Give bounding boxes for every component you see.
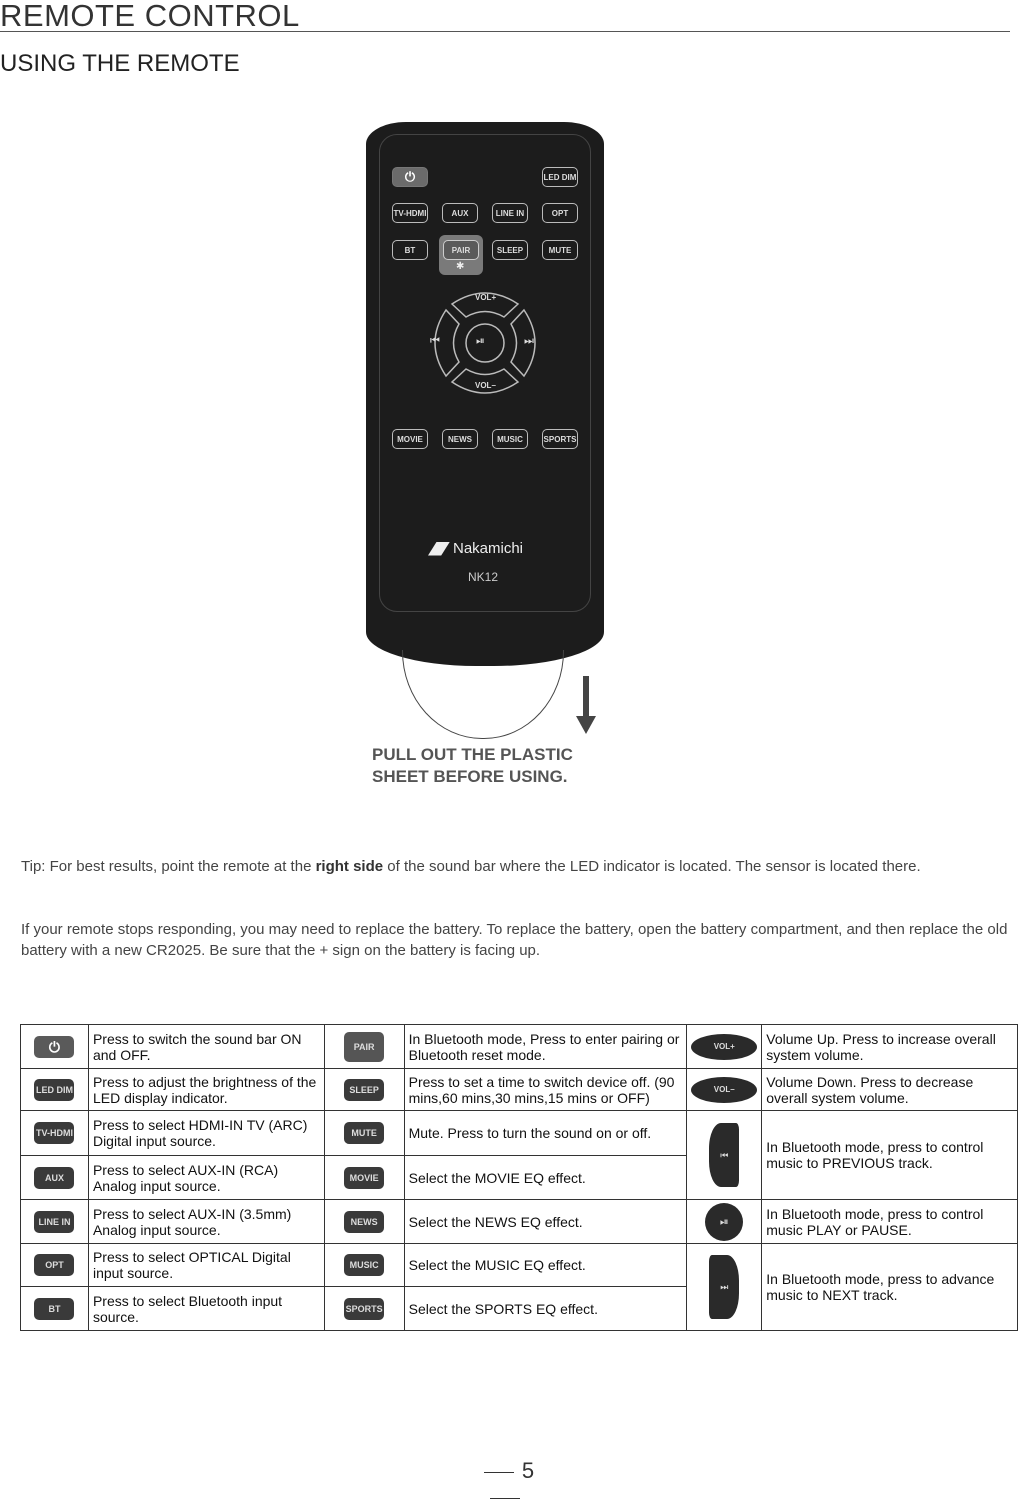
play-pause-icon: ⏯	[476, 335, 485, 347]
table-row	[21, 1111, 1018, 1156]
description-cell: Press to switch the sound bar ON and OFF.	[88, 1025, 324, 1069]
sports-icon: SPORTS	[344, 1298, 384, 1320]
table-row	[21, 1200, 1018, 1244]
icon-cell	[324, 1069, 404, 1111]
page-subtitle: USING THE REMOTE	[0, 50, 240, 77]
description-cell: In Bluetooth mode, Press to enter pairing or Bluetooth reset mode.	[404, 1025, 687, 1069]
battery-paragraph: If your remote stops responding, you may need to replace the battery. To replace the battery, open the battery compartment, and then replace the old battery with a new CR2025. Be sure that the + sign on the battery is facing up.	[21, 921, 1008, 959]
mute-icon: MUTE	[344, 1122, 384, 1144]
tip-paragraph	[21, 856, 1018, 877]
description-cell: Press to select AUX-IN (3.5mm) Analog input source.	[88, 1200, 324, 1244]
description-cell: In Bluetooth mode, press to control music PLAY or PAUSE.	[762, 1200, 1018, 1244]
previous-track-icon: ⏮	[709, 1123, 739, 1187]
icon-cell	[687, 1069, 762, 1111]
power-icon: ⏻	[392, 167, 428, 187]
icon-cell	[21, 1200, 89, 1244]
vol-down-label: VOL–	[475, 381, 496, 390]
icon-cell	[21, 1287, 89, 1331]
play-pause-key	[466, 324, 504, 362]
page-number-value: 5	[521, 1458, 535, 1483]
description-cell: Select the MOVIE EQ effect.	[404, 1156, 687, 1200]
news-icon: NEWS	[344, 1211, 384, 1233]
description-cell: Select the NEWS EQ effect.	[404, 1200, 687, 1244]
table-row	[21, 1244, 1018, 1287]
tip-text-start: Tip: For best results, point the remote at the	[21, 858, 316, 875]
mute-button: MUTE	[542, 240, 578, 260]
pair-icon: PAIR	[344, 1032, 384, 1062]
description-cell: Press to select OPTICAL Digital input source.	[88, 1244, 324, 1287]
movie-icon: MOVIE	[344, 1167, 384, 1189]
music-button: MUSIC	[492, 429, 528, 449]
icon-cell	[21, 1156, 89, 1200]
tip-text-bold: right side	[315, 858, 384, 875]
icon-cell	[21, 1244, 89, 1287]
vol-up-label: VOL+	[475, 293, 497, 302]
section-title: REMOTE CONTROL	[0, 0, 300, 33]
icon-cell	[687, 1025, 762, 1069]
description-cell: Select the SPORTS EQ effect.	[404, 1287, 687, 1331]
table-row	[21, 1025, 1018, 1069]
aux-button: AUX	[442, 203, 478, 223]
movie-button: MOVIE	[392, 429, 428, 449]
description-cell: Volume Down. Press to decrease overall system volume.	[762, 1069, 1018, 1111]
battery-sheet-outline	[402, 650, 564, 739]
next-track-icon: ⏭	[709, 1255, 739, 1319]
table-row	[21, 1069, 1018, 1111]
description-cell: Press to adjust the brightness of the LED display indicator.	[88, 1069, 324, 1111]
power-icon: ⏻	[34, 1036, 74, 1058]
vol-up-icon: VOL+	[691, 1034, 757, 1060]
model-number: NK12	[468, 570, 499, 584]
icon-cell	[21, 1111, 89, 1156]
bt-icon: BT	[34, 1298, 74, 1320]
page-number	[455, 1458, 555, 1510]
music-icon: MUSIC	[344, 1254, 384, 1276]
description-cell: Press to select AUX-IN (RCA) Analog input source.	[88, 1156, 324, 1200]
prev-icon: ⏮	[430, 335, 440, 347]
icon-cell	[687, 1111, 762, 1200]
button-reference-table	[20, 1024, 1018, 1331]
line-in-icon: LINE IN	[34, 1211, 74, 1233]
line-in-button: LINE IN	[492, 203, 528, 223]
description-cell: In Bluetooth mode, press to control music to PREVIOUS track.	[762, 1111, 1018, 1200]
tip-text-end: of the sound bar where the LED indicator is located. The sensor is located there.	[383, 858, 921, 875]
led-dim-button: LED DIM	[542, 167, 578, 187]
pull-note-line2: SHEET BEFORE USING.	[372, 767, 568, 786]
icon-cell	[324, 1025, 404, 1069]
vol-down-icon: VOL–	[691, 1077, 757, 1103]
play-pause-icon: ⏯	[705, 1203, 743, 1241]
tv-hdmi-button: TV-HDMI	[392, 203, 428, 223]
nakamichi-logo-icon	[428, 542, 450, 556]
page-dash-left	[484, 1472, 514, 1473]
icon-cell	[21, 1069, 89, 1111]
icon-cell	[324, 1287, 404, 1331]
icon-cell	[687, 1200, 762, 1244]
icon-cell	[324, 1156, 404, 1200]
header-rule	[0, 31, 1010, 32]
sports-button: SPORTS	[542, 429, 578, 449]
description-cell: Mute. Press to turn the sound on or off.	[404, 1111, 687, 1156]
icon-cell	[687, 1244, 762, 1331]
opt-icon: OPT	[34, 1254, 74, 1276]
icon-cell	[324, 1244, 404, 1287]
description-cell: In Bluetooth mode, press to advance music to NEXT track.	[762, 1244, 1018, 1331]
icon-cell	[324, 1200, 404, 1244]
pair-button: PAIR	[443, 240, 479, 260]
icon-cell	[324, 1111, 404, 1156]
bt-button: BT	[392, 240, 428, 260]
pull-note-line1: PULL OUT THE PLASTIC	[372, 745, 573, 764]
sleep-button: SLEEP	[492, 240, 528, 260]
tv-hdmi-icon: TV-HDMI	[34, 1122, 74, 1144]
news-button: NEWS	[442, 429, 478, 449]
aux-icon: AUX	[34, 1167, 74, 1189]
description-cell: Volume Up. Press to increase overall system volume.	[762, 1025, 1018, 1069]
icon-cell	[21, 1025, 89, 1069]
description-cell: Select the MUSIC EQ effect.	[404, 1244, 687, 1287]
description-cell: Press to set a time to switch device off. (90 mins,60 mins,30 mins,15 mins or OFF)	[404, 1069, 687, 1111]
brand-logo	[428, 540, 523, 557]
description-cell: Press to select HDMI-IN TV (ARC) Digital input source.	[88, 1111, 324, 1156]
led-dim-icon: LED DIM	[34, 1079, 74, 1101]
description-cell: Press to select Bluetooth input source.	[88, 1287, 324, 1331]
bluetooth-icon: ✱	[456, 261, 465, 272]
pull-out-note	[372, 744, 573, 788]
brand-name: Nakamichi	[453, 540, 524, 557]
page-dash-right	[490, 1498, 520, 1499]
arrow-down-icon	[576, 676, 596, 734]
opt-button: OPT	[542, 203, 578, 223]
sleep-icon: SLEEP	[344, 1079, 384, 1101]
next-icon: ⏭	[524, 335, 534, 347]
remote-illustration	[366, 122, 604, 666]
